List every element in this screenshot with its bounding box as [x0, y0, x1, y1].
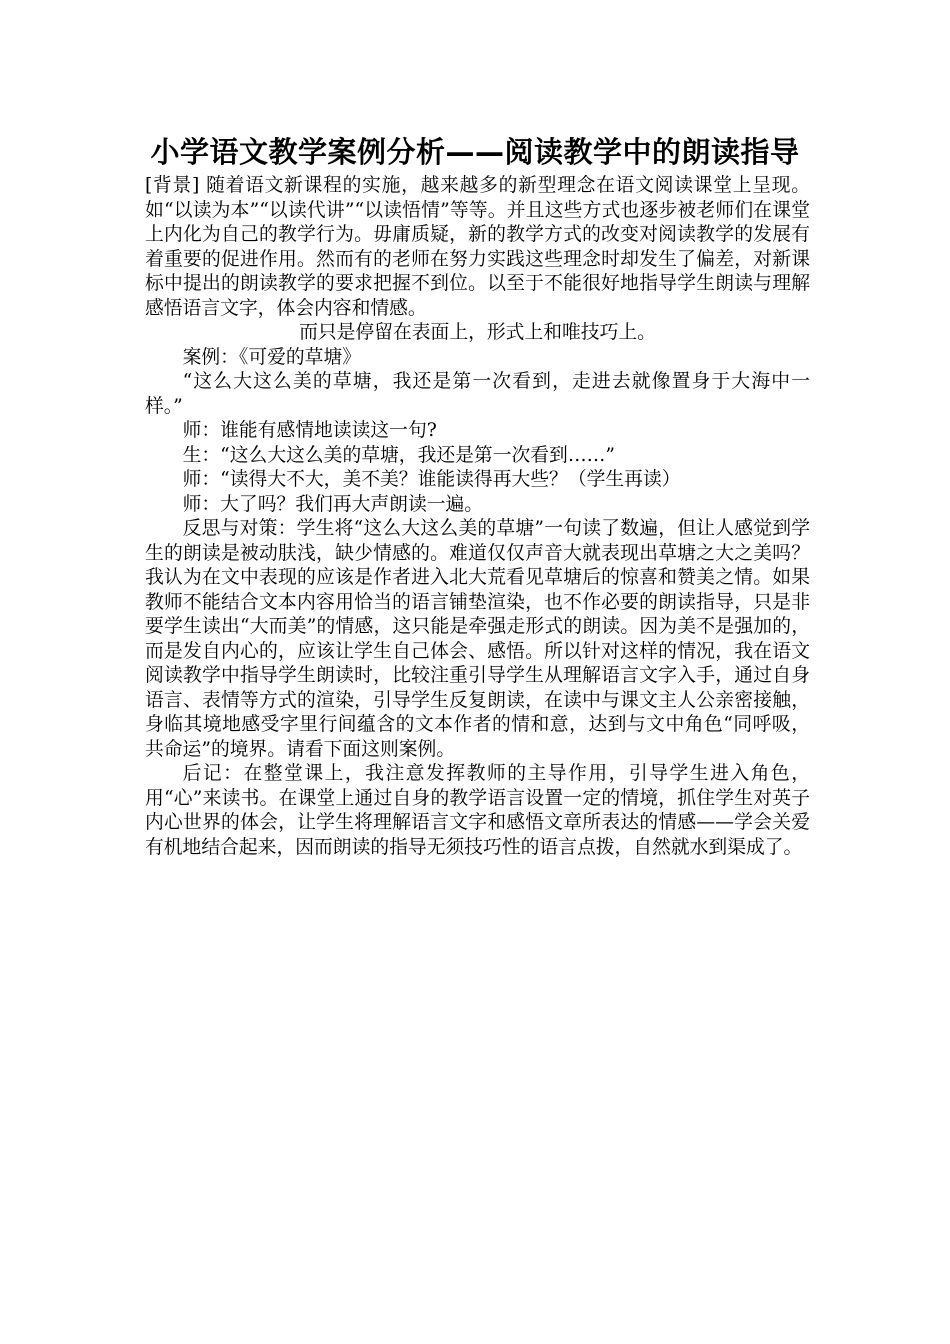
paragraph-case-title: 案例：《可爱的草塘》	[182, 346, 362, 368]
paragraph-reflection: 反思与对策：学生将“这么大这么美的草塘”一句读了数遍，但让人感觉到学生的朗读是被动肤浅，缺少情感的。难道仅仅声音大就表现出草塘之大之美吗？我认为在文中表现的应该是作者进入北大荒看见草塘后的惊喜和赞美之情。如果教师不能结合文本内容用恰当的语言铺垫渲染，也不作必要的朗读指导，只是非要学生读出“大而美”的情感，这只能是牵强走形式的朗读。因为美不是强加的，而是发自内心的，应该让学生自己体会、感悟。所以针对这样的情况，我在语文阅读教学中指导学生朗读时，比较注重引导学生从理解语言文字入手，通过自身语言、表情等方式的渲染，引导学生反复朗读，在读中与课文主人公亲密接触，身临其境地感受字里行间蕴含的文本作者的情和意，达到与文中角色“同呼吸，共命运”的境界。请看下面这则案例。	[145, 518, 810, 760]
paragraph-background: [背景] 随着语文新课程的实施，越来越多的新型理念在语文阅读课堂上呈现。如“以读为本”“以读代讲”“以读悟情”等等。并且这些方式也逐步被老师们在课堂上内化为自己的教学行为。毋庸质疑，新的教学方式的改变对阅读教学的发展有着重要的促进作用。然而有的老师在努力实践这些理念时却发生了偏差，对新课标中提出的朗读教学的要求把握不到位。以至于不能很好地指导学生朗读与理解感悟语言文字，体会内容和情感。	[145, 175, 810, 319]
paragraph-dialogue-3: 师：“读得大不大，美不美？谁能读得再大些？（学生再读）	[182, 469, 681, 490]
paragraph-background-continued: 而只是停留在表面上，形式上和唯技巧上。	[299, 322, 656, 343]
document-body	[145, 174, 810, 860]
paragraph-postscript: 后记：在整堂课上，我注意发挥教师的主导作用，引导学生进入角色，用“心”来读书。在课堂上通过自身的教学语言设置一定的情境，抓住学生对英子内心世界的体会，让学生将理解语言文字和感悟文章所表达的情感——学会关爱有机地结合起来，因而朗读的指导无须技巧性的语言点拨，自然就水到渠成了。	[145, 763, 810, 858]
document-page	[145, 132, 810, 860]
document-title: 小学语文教学案例分析——阅读教学中的朗读指导	[150, 135, 800, 169]
paragraph-dialogue-1: 师：谁能有感情地读读这一句?	[182, 420, 437, 441]
paragraph-case-quote: “这么大这么美的草塘，我还是第一次看到，走进去就像置身于大海中一样。”	[145, 371, 810, 417]
paragraph-dialogue-4: 师：大了吗？我们再大声朗读一遍。	[182, 493, 484, 515]
paragraph-dialogue-2: 生：“这么大这么美的草塘，我还是第一次看到……”	[182, 444, 615, 466]
